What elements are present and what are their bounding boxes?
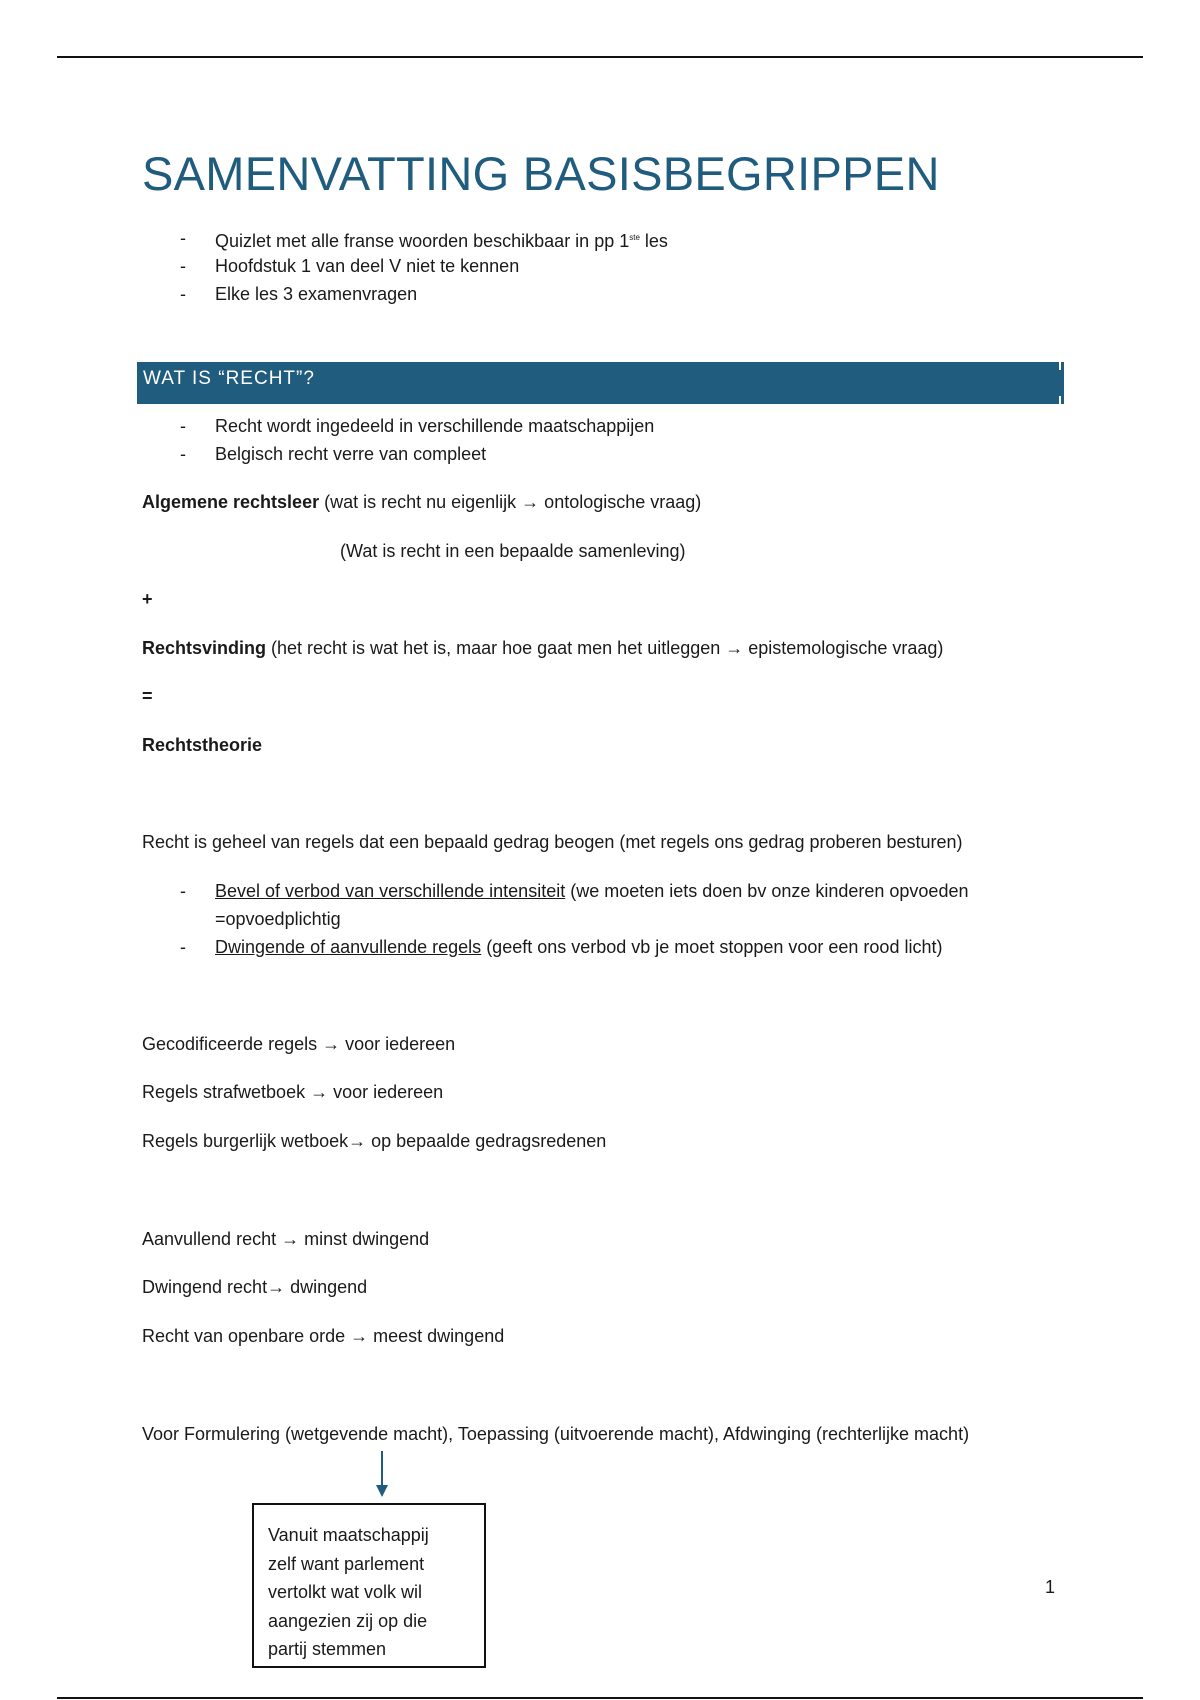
plus-sign: + [142, 589, 153, 609]
list-item-text: Quizlet met alle franse woorden beschikbaar in pp 1ste les [215, 231, 668, 251]
bullet-dash: - [180, 228, 186, 248]
recht-line: Aanvullend recht → minst dwingend [142, 1229, 430, 1249]
voor-formulering-line: Voor Formulering (wetgevende macht), Toepassing (uitvoerende macht), Afdwinging (rechterlijke macht) [142, 1424, 970, 1444]
regels-line: Regels burgerlijk wetboek→ op bepaalde gedragsredenen [142, 1131, 607, 1151]
regels-line: Regels strafwetboek → voor iedereen [142, 1082, 444, 1102]
recht-line: Dwingend recht→ dwingend [142, 1277, 368, 1297]
regels-line: Gecodificeerde regels → voor iedereen [142, 1034, 456, 1054]
heading-corner-mark [1059, 396, 1061, 404]
callout-text: Vanuit maatschappij zelf want parlement vertolkt wat volk wil aangezien zij op die partij stemmen [268, 1525, 429, 1659]
list-item-text: Bevel of verbod van verschillende intensiteit (we moeten iets doen bv onze kinderen opvoeden [215, 881, 969, 901]
algemene-rechtsleer-line: Algemene rechtsleer (wat is recht nu eigenlijk → ontologische vraag) [142, 492, 702, 512]
bullet-dash: - [180, 416, 186, 436]
bottom-rule [57, 1697, 1143, 1699]
list-item-text: Dwingende of aanvullende regels (geeft ons verbod vb je moet stoppen voor een rood licht) [215, 937, 943, 957]
bullet-dash: - [180, 444, 186, 464]
equals-sign: = [142, 686, 153, 706]
bullet-dash: - [180, 256, 186, 276]
section-heading: WAT IS “RECHT”? [143, 368, 315, 389]
bullet-dash: - [180, 937, 186, 957]
algemene-rechtsleer-subline: (Wat is recht in een bepaalde samenleving) [340, 541, 686, 561]
bullet-dash: - [180, 881, 186, 901]
list-item-text: Hoofdstuk 1 van deel V niet te kennen [215, 256, 520, 276]
down-arrow-icon [381, 1451, 383, 1487]
arrowhead-icon [376, 1485, 388, 1497]
heading-corner-mark [1059, 362, 1061, 370]
top-rule [57, 56, 1143, 58]
section-heading-bar [137, 362, 1064, 404]
rechtstheorie-label: Rechtstheorie [142, 735, 263, 755]
recht-line: Recht van openbare orde → meest dwingend [142, 1326, 505, 1346]
bullet-dash: - [180, 284, 186, 304]
list-item-text: Recht wordt ingedeeld in verschillende maatschappijen [215, 416, 655, 436]
page-title: SAMENVATTING BASISBEGRIPPEN [142, 147, 940, 200]
rechtsvinding-line: Rechtsvinding (het recht is wat het is, maar hoe gaat men het uitleggen → epistemologische vraag) [142, 638, 944, 658]
callout-box [252, 1503, 486, 1668]
recht-definition: Recht is geheel van regels dat een bepaald gedrag beogen (met regels ons gedrag proberen besturen) [142, 832, 963, 852]
list-item-text: Belgisch recht verre van compleet [215, 444, 487, 464]
list-item-text: Elke les 3 examenvragen [215, 284, 418, 304]
page-number: 1 [1045, 1577, 1056, 1597]
